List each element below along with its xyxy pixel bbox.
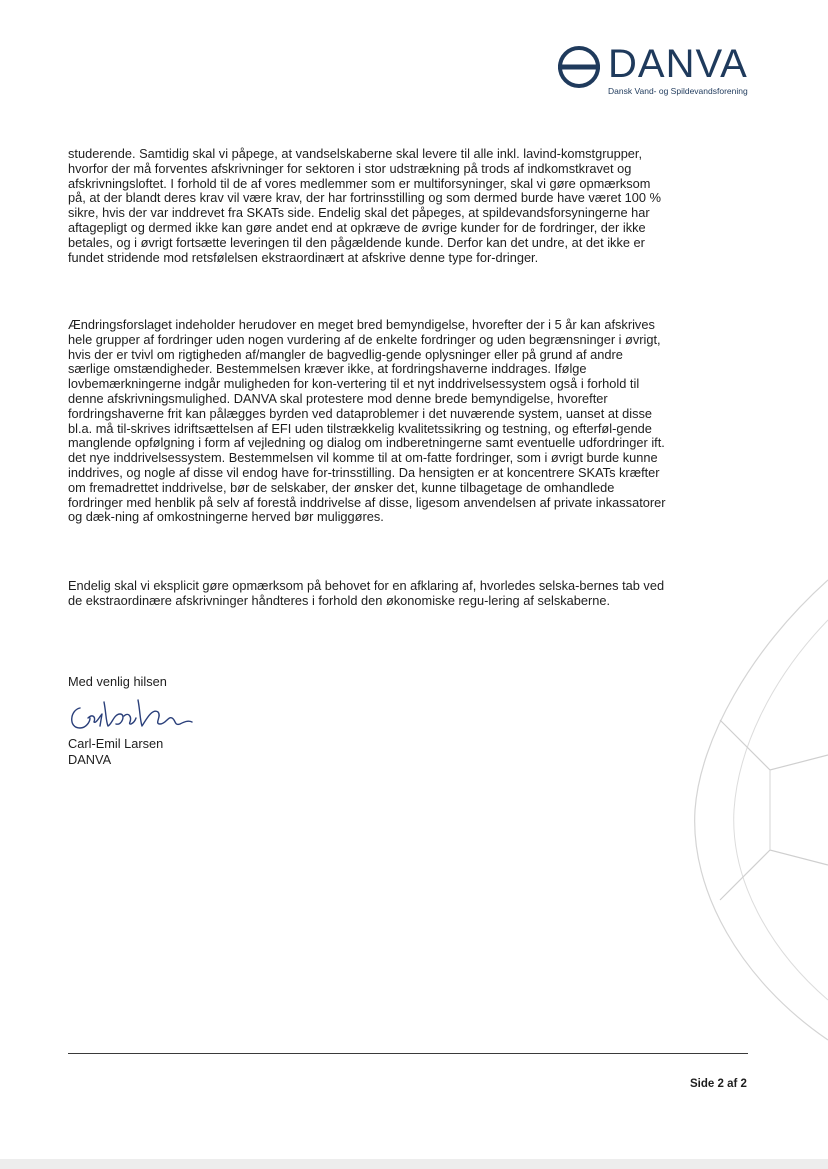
handwritten-signature (66, 694, 196, 734)
closing-greeting: Med venlig hilsen (68, 674, 167, 689)
body-paragraph: Ændringsforslaget indeholder herudover en meget bred bemyndigelse, hvorefter der i 5 år kan afskrives hele grupper af fordringer uden nogen vurdering af de enkelte fordringer og uden begrænsninger i øvrigt, hvis der er tvivl om rigtigheden af/mangler de bagvedlig-gende oplysninger eller på grund af andre særlige omstændigheder. Bestemmelsen kræver ikke, at fordringshaverne inddrages. Ifølge lovbemærkningerne indgår muligheden for kon-vertering til et nyt inddrivelsessystem også i forhold til denne afskrivningsmulighed. DANVA skal protestere mod denne brede bemyndigelse, hvorefter fordringshaverne frit kan pålægges byrden ved dataproblemer i det nuværende system, uanset at disse bl.a. må til-skrives idriftsættelsen af EFI uden tilstrækkelig kvalitetssikring og testning, og efterføl-gende manglende opfølgning i form af vejledning og dialog om indberetningerne samt eventuelle udfordringer ift. det nye inddrivelsessystem. Bestemmelsen vil komme til at om-fatte fordringer, som i øvrigt burde kunne inddrives, og nogle af disse vil endog have for-trinsstilling. Da hensigten er at koncentrere SKATs kræfter om fremadrettet inddrivelse, bør de selskaber, der ønsker det, kunne tilbagetage de omhandlede fordringer med henblik på selv af forestå inddrivelse af disse, ligesom anvendelsen af private inkassatorer og dæk-ning af omkostningerne herved bør muliggøres. (68, 317, 666, 525)
watermark-decoration (660, 560, 828, 1060)
signer-name: Carl-Emil Larsen (68, 736, 164, 751)
signer-organization: DANVA (68, 752, 112, 767)
logo-subtitle: Dansk Vand- og Spildevandsforening (608, 86, 748, 96)
danva-logo-icon (556, 44, 602, 90)
page-number: Side 2 af 2 (690, 1078, 747, 1090)
logo-wordmark: DANVA (608, 42, 748, 86)
footer-divider (68, 1053, 748, 1054)
body-paragraph: Endelig skal vi eksplicit gøre opmærksom på behovet for en afklaring af, hvorledes selska-bernes tab ved de ekstraordinære afskrivninger håndteres i forhold den økonomiske regu-lering af selskaberne. (68, 578, 665, 608)
danva-logo (556, 40, 756, 100)
body-paragraph: studerende. Samtidig skal vi påpege, at vandselskaberne skal levere til alle inkl. lavind-komstgrupper, hvorfor der må forventes afskrivninger for sektoren i stor udstrækning på trods af indkomstkravet og afskrivningsloftet. I forhold til de af vores medlemmer som er multiforsyninger, skal vi gøre opmærksom på, at der blandt deres krav vil være krav, der har fortrinsstilling og som dermed burde have været 100 % sikre, hvis der var inddrevet fra SKATs side. Endelig skal det påpeges, at spildevandsforsyningerne har aftagepligt og dermed ikke kan gøre andet end at opkræve de øvrige kunder for de fordringer, der ikke betales, og i øvrigt fortsætte leveringen til den pågældende kunde. Derfor kan det undre, at det ikke er fundet stridende mod retsfølelsen ekstraordinært at afskrive denne type for-dringer. (68, 146, 661, 265)
page-bottom-edge (0, 1159, 828, 1169)
